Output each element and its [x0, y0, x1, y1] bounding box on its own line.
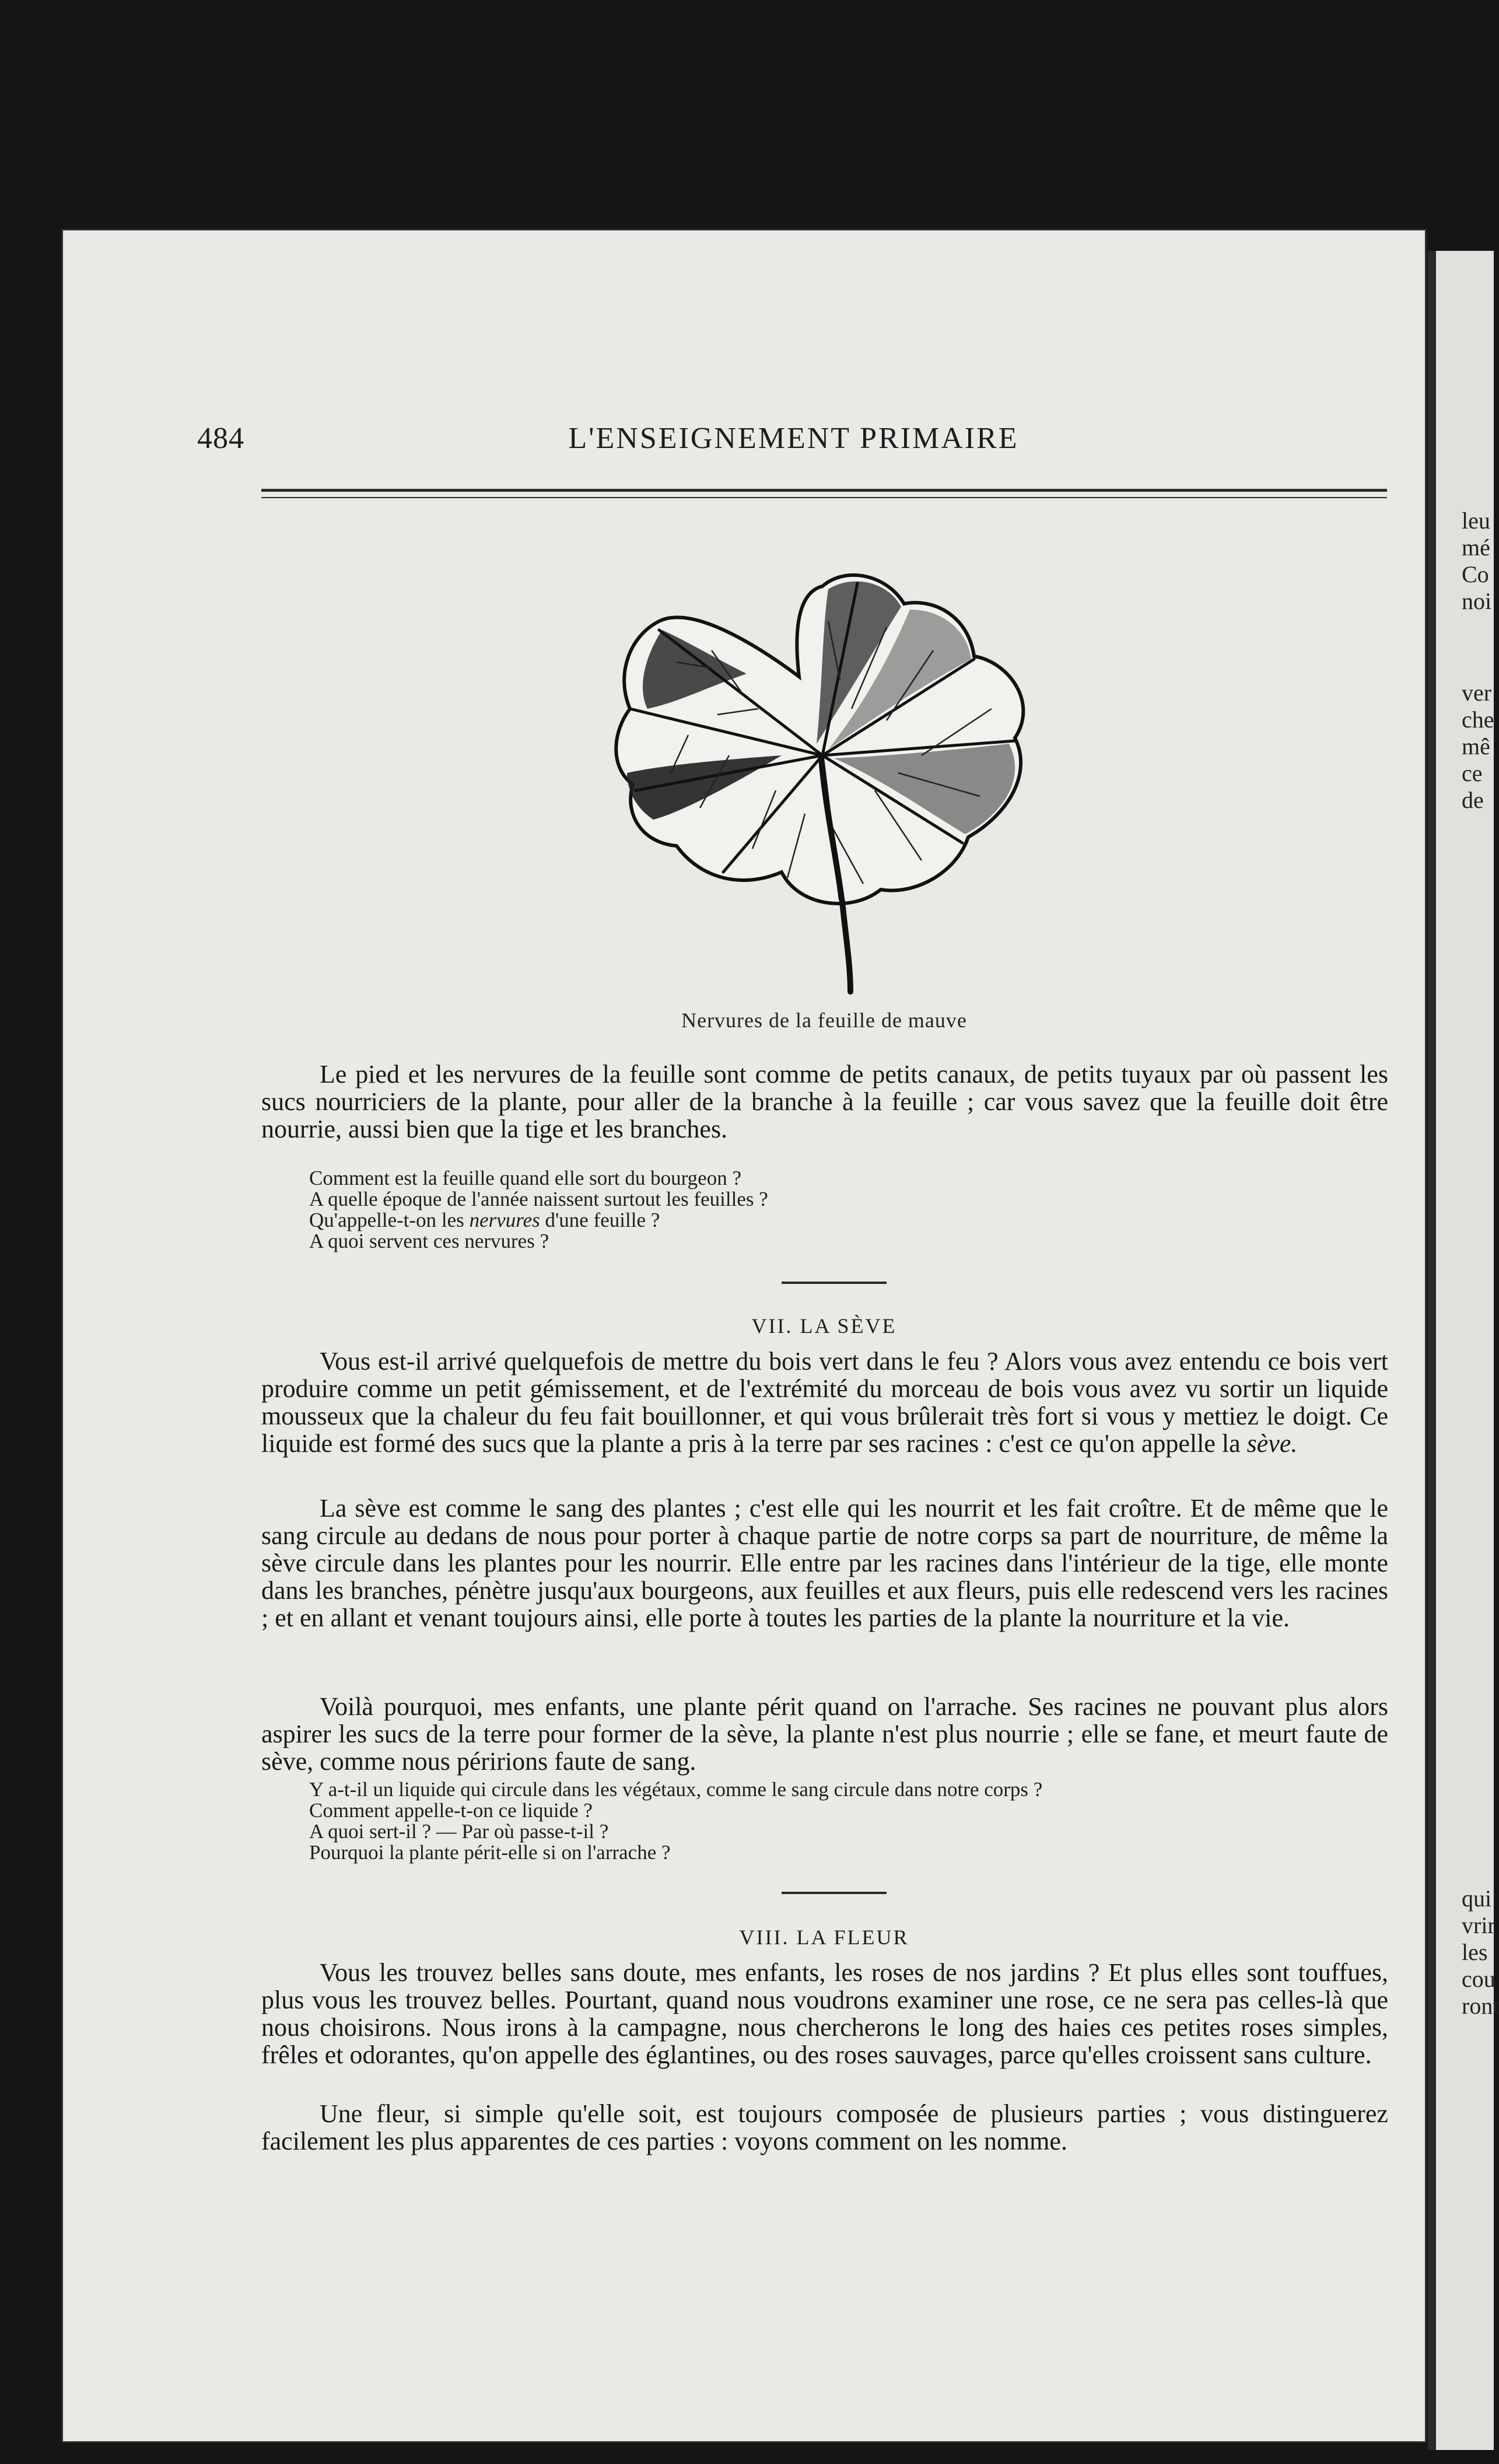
section-title-viii: VIII. LA FLEUR — [739, 1926, 909, 1949]
question: Qu'appelle-t-on les nervures d'une feuille ? — [309, 1209, 660, 1231]
fragment: noi — [1462, 588, 1492, 614]
fragment: Co — [1462, 561, 1489, 587]
seve-paragraph-2: La sève est comme le sang des plantes ; c'est elle qui les nourrit et les fait croître. Et de même que le sang circule au dedans de nous pour porter à chaque partie de notre corps sa part de nourriture, de même la sève circule dans les plantes pour les nourrir. Elle entre par les racines dans l'intérieur de la tige, elle monte dans les branches, pénètre jusqu'aux bourgeons, aux feuilles et aux fleurs, puis elle redescend vers les racines ; et en allant et venant toujours ainsi, elle porte à toutes les parties de la plante la nourriture et la vie. — [261, 1494, 1388, 1632]
fragment: mê — [1462, 733, 1490, 760]
seve-questions — [309, 1779, 1388, 1863]
fleur-paragraph-2: Une fleur, si simple qu'elle soit, est toujours composée de plusieurs parties ; vous distinguerez facilement les plus apparentes de ces parties : voyons comment on les nomme. — [261, 2099, 1388, 2155]
fragment: cou — [1462, 1966, 1496, 1992]
section-divider — [782, 1282, 887, 1284]
running-title: L'ENSEIGNEMENT PRIMAIRE — [568, 422, 1019, 455]
question: A quelle époque de l'année naissent surtout les feuilles ? — [309, 1188, 768, 1210]
question: A quoi sert-il ? — Par où passe-t-il ? — [309, 1820, 609, 1843]
fragment: les — [1462, 1939, 1488, 1965]
adjacent-page-edge — [1428, 251, 1499, 2450]
fragment: vrir — [1462, 1912, 1496, 1938]
fragment: mé — [1462, 534, 1490, 561]
question: Y a-t-il un liquide qui circule dans les végétaux, comme le sang circule dans notre corps ? — [309, 1778, 1043, 1801]
leaf-blade — [616, 575, 1023, 904]
fragment: ce — [1462, 760, 1483, 786]
mallow-leaf-illustration — [607, 534, 1050, 995]
page-gutter — [1428, 251, 1436, 2450]
fragment: ront — [1462, 1993, 1499, 2019]
fragment: qui — [1462, 1885, 1492, 1912]
question: Comment appelle-t-on ce liquide ? — [309, 1799, 593, 1822]
section-title-vii: VII. LA SÈVE — [751, 1314, 897, 1338]
section-divider — [782, 1892, 887, 1894]
intro-paragraph: Le pied et les nervures de la feuille sont comme de petits canaux, de petits tuyaux par où passent les sucs nourriciers de la plante, pour aller de la branche à la feuille ; car vous savez que la feuille doit être nourrie, aussi bien que la tige et les branches. — [261, 1060, 1388, 1143]
fragment: leu — [1462, 508, 1490, 534]
fleur-paragraph-1: Vous les trouvez belles sans doute, mes enfants, les roses de nos jardins ? Et plus elles sont touffues, plus vous les trouvez belles. Pourtant, quand nous voudrons examiner une rose, ce ne sera pas celles-là que nous choisirons. Nous irons à la campagne, nous chercherons le long des haies ces petites roses simples, frêles et odorantes, qu'on appelle des églantines, ou des roses sauvages, parce qu'elles croissent sans culture. — [261, 1958, 1388, 2069]
question: Pourquoi la plante périt-elle si on l'arrache ? — [309, 1841, 671, 1864]
seve-paragraph-1: Vous est-il arrivé quelquefois de mettre du bois vert dans le feu ? Alors vous avez entendu ce bois vert produire comme un petit gémissement, et de l'extrémité du morceau de bois vous avez vu sortir un liquide mousseux que la chaleur du feu fait bouillonner, et qui vous brûlerait très fort si vous y mettiez le doigt. Ce liquide est formé des sucs que la plante a pris à la terre par ses racines : c'est ce qu'on appelle la sève. — [261, 1347, 1388, 1458]
page-number: 484 — [197, 422, 244, 455]
fragment: che — [1462, 706, 1494, 733]
fragment: ver — [1462, 680, 1492, 706]
header-rule — [261, 489, 1387, 492]
page-header — [197, 421, 1390, 462]
intro-questions — [309, 1168, 1388, 1252]
question: Comment est la feuille quand elle sort du bourgeon ? — [309, 1167, 741, 1189]
fragment: de — [1462, 787, 1484, 813]
seve-paragraph-3: Voilà pourquoi, mes enfants, une plante périt quand on l'arrache. Ses racines ne pouvant plus alors aspirer les sucs de la terre pour former de la sève, la plante n'est plus nourrie ; elle se fane, et meurt faute de sève, comme nous péririons faute de sang. — [261, 1692, 1388, 1776]
header-rule-thin — [261, 497, 1387, 498]
figure-caption: Nervures de la feuille de mauve — [681, 1009, 967, 1032]
question: A quoi servent ces nervures ? — [309, 1230, 549, 1252]
